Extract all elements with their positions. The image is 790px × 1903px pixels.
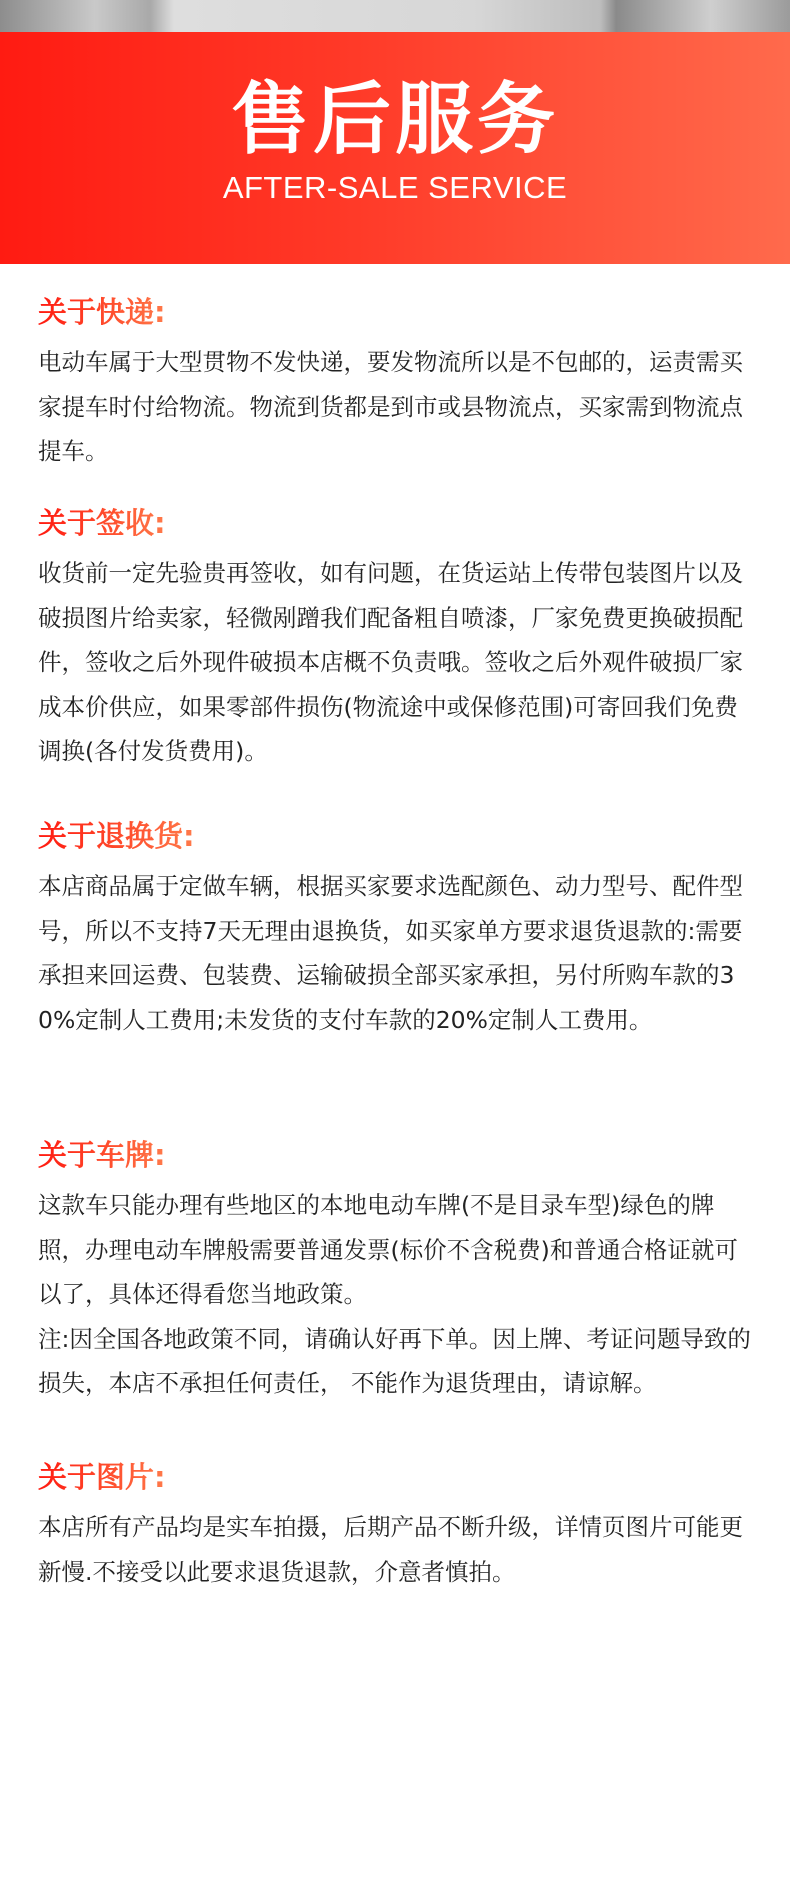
section-heading-shipping: 关于快递:: [38, 292, 166, 332]
top-product-image-strip: [0, 0, 790, 32]
paragraph: 这款车只能办理有些地区的本地电动车牌(不是目录车型)绿色的牌照，办理电动车牌般需要普通发票(标价不含税费)和普通合格证就可以了，具体还得看您当地政策。: [38, 1191, 738, 1308]
section-body-shipping: [38, 340, 758, 474]
paragraph: 收货前一定先验贵再签收，如有问题，在货运站上传带包装图片以及破损图片给卖家，轻微剐蹭我们配备粗自喷漆，厂家免费更换破损配件，签收之后外现件破损本店概不负责哦。签收之后外观件破损厂家成本价供应，如果零部件损伤(物流途中或保修范围)可寄回我们免费调换(各付发货费用)。: [38, 559, 743, 765]
section-heading-pictures: 关于图片:: [38, 1457, 166, 1497]
section-body-pictures: [38, 1505, 758, 1594]
section-heading-returns: 关于退换货:: [38, 816, 195, 856]
page-title: 售后服务: [230, 75, 559, 165]
paragraph: 本店所有产品均是实车拍摄，后期产品不断升级，详情页图片可能更新慢.不接受以此要求退货退款，介意者慎拍。: [38, 1513, 743, 1586]
section-body-signing: [38, 551, 758, 774]
header-banner: [0, 32, 790, 264]
section-signing: [38, 503, 758, 774]
paragraph: 本店商品属于定做车辆，根据买家要求选配颜色、动力型号、配件型号，所以不支持7天无理由退换货，如买家单方要求退货退款的:需要承担来回运费、包装费、运输破损全部买家承担，另付所购车款的30%定制人工费用;未发货的支付车款的20%定制人工费用。: [38, 872, 743, 1034]
section-heading-license-plate: 关于车牌:: [38, 1135, 166, 1175]
section-pictures: [38, 1457, 758, 1594]
page-subtitle: AFTER-SALE SERVICE: [222, 170, 568, 205]
paragraph: 电动车属于大型贯物不发快递，要发物流所以是不包邮的，运责需买家提车时付给物流。物流到货都是到市或县物流点，买家需到物流点提车。: [38, 348, 743, 465]
section-license-plate: [38, 1135, 758, 1406]
section-body-returns: [38, 864, 758, 1042]
section-returns: [38, 816, 758, 1042]
section-body-license-plate: [38, 1183, 758, 1406]
section-heading-signing: 关于签收:: [38, 503, 166, 543]
section-shipping: [38, 292, 758, 474]
note-paragraph: 注:因全国各地政策不同，请确认好再下单。因上牌、考证问题导致的损失，本店不承担任何责任， 不能作为退货理由，请谅解。: [38, 1324, 751, 1397]
